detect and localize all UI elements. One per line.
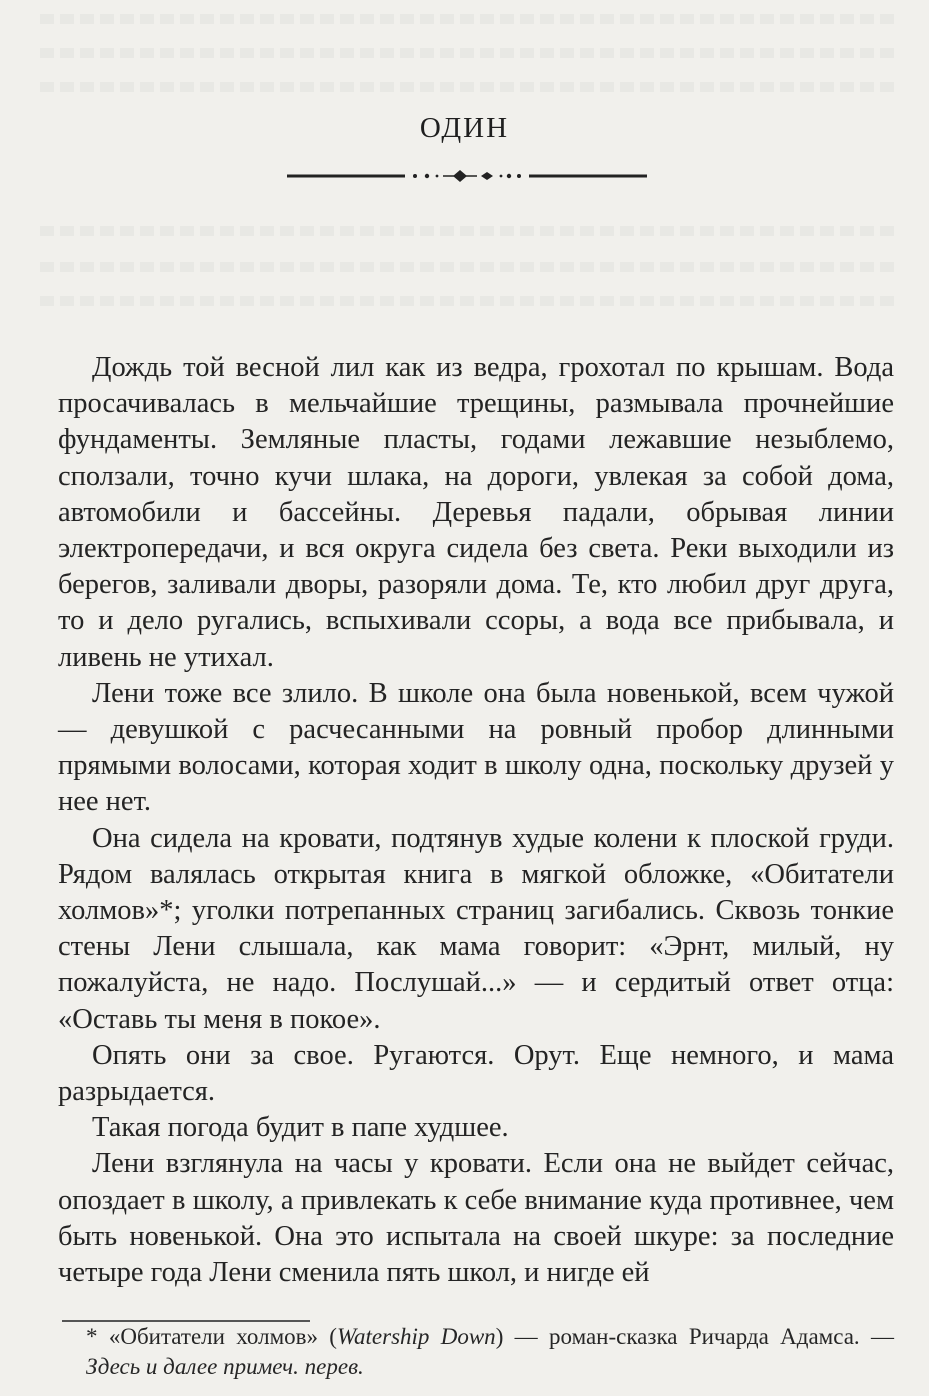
paragraph: Такая погода будит в папе худшее. xyxy=(92,1112,509,1144)
bleed-through-texture xyxy=(40,14,900,24)
paragraph: Лени тоже все злило. В школе она была новенькой, всем чужой — девушкой с расчесанными на ровный пробор длинными прямыми волосами, которая ходит в школу одна, поскольку друзей у нее нет. xyxy=(58,677,894,818)
footnote-original-title: Watership Down xyxy=(336,1324,496,1349)
body-text xyxy=(58,350,894,1291)
bleed-through-texture xyxy=(40,226,900,236)
footnote-marker: * xyxy=(86,1324,109,1349)
paragraph: Она сидела на кровати, подтянув худые колени к плоской груди. Рядом валялась открытая книга в мягкой обложке, «Обитатели холмов»*; уголки потрепанных страниц загибались. Сквозь тонкие стены Лени слышала, как мама говорит: «Эрнт, милый, ну пожалуйста, не надо. Послушай...» — и сердитый ответ отца: «Оставь ты меня в покое». xyxy=(58,822,894,1035)
footnote-description: ) — роман-сказка Ричарда Адамса. — xyxy=(495,1324,894,1349)
footnote-title: «Обитатели холмов» ( xyxy=(108,1324,337,1349)
bleed-through-texture xyxy=(40,48,900,58)
chapter-ornament-divider xyxy=(287,166,647,186)
footnote xyxy=(58,1322,894,1382)
chapter-title: ОДИН xyxy=(419,112,510,144)
paragraph: Опять они за свое. Ругаются. Орут. Еще немного, и мама разрыдается. xyxy=(58,1039,894,1108)
paragraph: Дождь той весной лил как из ведра, грохотал по крышам. Вода просачивалась в мельчайшие трещины, размывала прочнейшие фундаменты. Земляные пласты, годами лежавшие незыблемо, сползали, точно кучи шлака, на дороги, увлекая за собой дома, автомобили и бассейны. Деревья падали, обрывая линии электропередачи, и вся округа сидела без света. Реки выходили из берегов, заливали дворы, разоряли дома. Те, кто любил друг друга, то и дело ругались, вспыхивали ссоры, а вода все прибывала, и ливень не утихал. xyxy=(58,352,894,673)
footnote-translator-note: Здесь и далее примеч. перев. xyxy=(86,1354,364,1379)
bleed-through-texture xyxy=(40,262,900,272)
paragraph: Лени взглянула на часы у кровати. Если она не выйдет сейчас, опоздает в школу, а привлекать к себе внимание куда противнее, чем быть новенькой. Она это испытала на своей шкуре: за последние четыре года Лени сменила пять школ, и нигде ей xyxy=(58,1148,894,1289)
bleed-through-texture xyxy=(40,296,900,306)
bleed-through-texture xyxy=(40,82,900,92)
